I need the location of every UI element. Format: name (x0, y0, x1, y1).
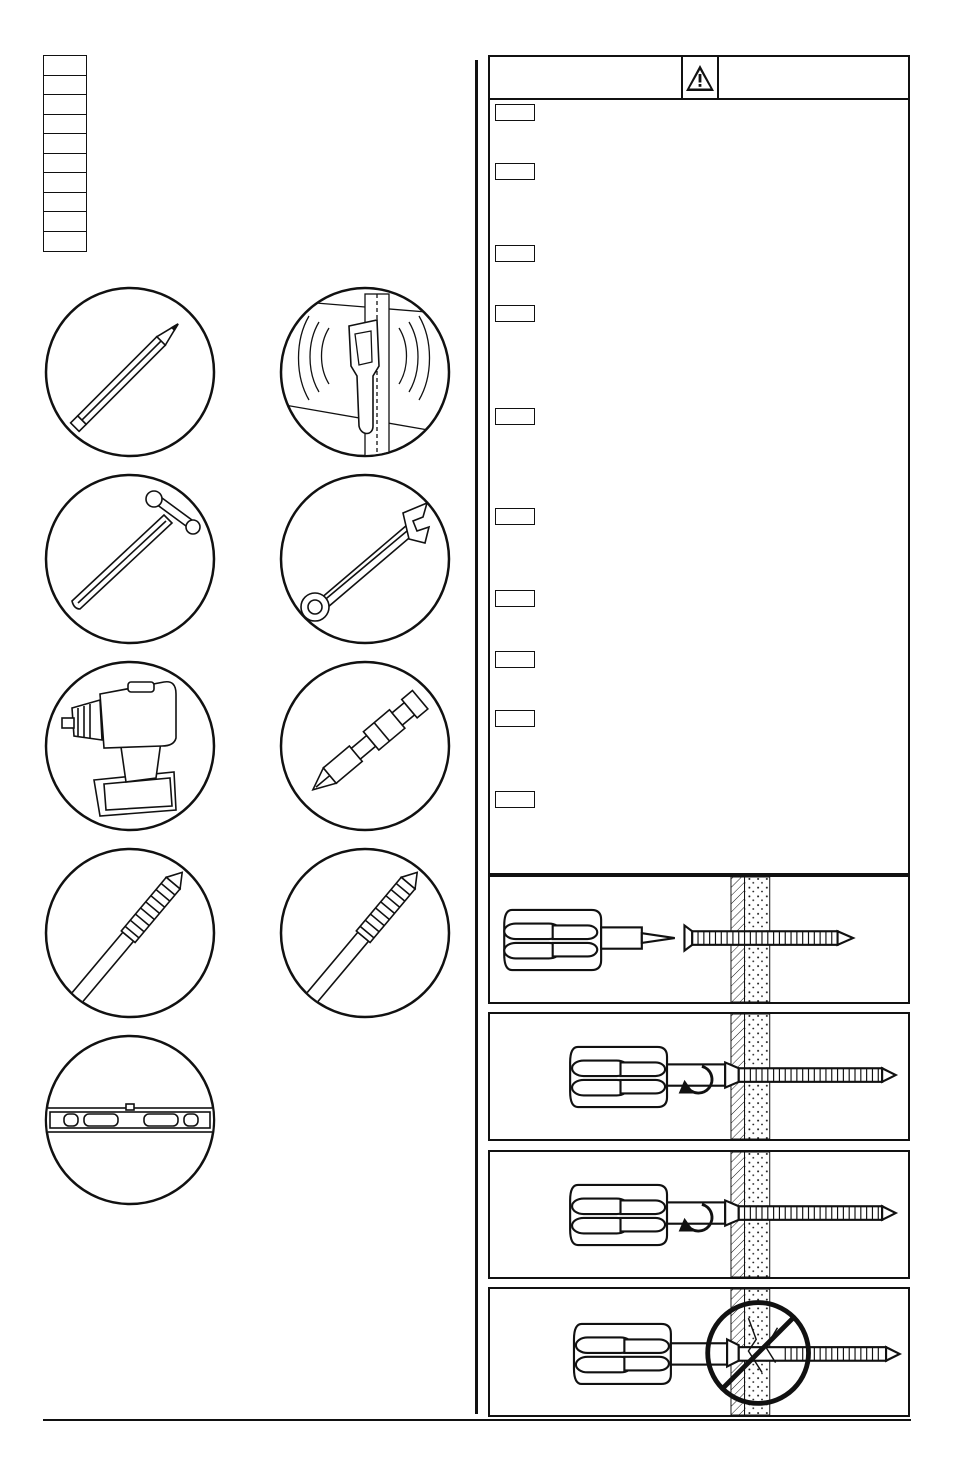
phillips-bit-icon (279, 660, 451, 832)
language-tag (44, 193, 86, 213)
warning-icon-box (681, 57, 719, 98)
drill-bit-icon (279, 847, 451, 1019)
language-tag (44, 154, 86, 174)
warning-item-tag (495, 408, 535, 425)
warning-item-tag (495, 245, 535, 262)
language-tag (44, 134, 86, 154)
drill-bit-icon (44, 847, 216, 1019)
screw-step-approach (488, 875, 910, 1004)
warning-item-tag (495, 104, 535, 121)
tool-phillips-bit (279, 660, 451, 832)
tool-stud-finder (279, 286, 451, 458)
wrench-icon (279, 473, 451, 645)
footer-rule (43, 1419, 911, 1421)
tool-wrench (279, 473, 451, 645)
screwdriver-icon (490, 1014, 908, 1139)
warning-item-tag (495, 590, 535, 607)
warning-item-tag (495, 305, 535, 322)
language-tag (44, 115, 86, 135)
warning-item-tag (495, 651, 535, 668)
tool-pencil (44, 286, 216, 458)
warning-triangle-icon (683, 57, 717, 98)
language-tag (44, 232, 86, 252)
pencil-icon (44, 286, 216, 458)
tool-drill-bit-a (44, 847, 216, 1019)
warning-item-tag (495, 508, 535, 525)
language-tag-stack (43, 55, 87, 252)
screw-step-snug (488, 1150, 910, 1279)
hammer-icon (44, 473, 216, 645)
screwdriver-icon (490, 877, 908, 1002)
tool-hammer (44, 473, 216, 645)
warning-item-tag (495, 791, 535, 808)
tool-level (44, 1034, 216, 1206)
screw-step-overtighten (488, 1287, 910, 1417)
screwdriver-icon (490, 1152, 908, 1277)
warning-item-tag (495, 163, 535, 180)
warning-item-tag (495, 710, 535, 727)
tool-drill-bit-b (279, 847, 451, 1019)
stud-finder-icon (279, 286, 451, 458)
warning-panel (488, 55, 910, 875)
language-tag (44, 212, 86, 232)
cordless-drill-icon (44, 660, 216, 832)
column-divider (475, 60, 478, 1414)
screw-step-tighten (488, 1012, 910, 1141)
language-tag (44, 76, 86, 96)
tool-cordless-drill (44, 660, 216, 832)
language-tag (44, 95, 86, 115)
level-icon (44, 1034, 216, 1206)
warning-header (490, 57, 908, 100)
screwdriver-icon (490, 1289, 908, 1415)
language-tag (44, 56, 86, 76)
language-tag (44, 173, 86, 193)
